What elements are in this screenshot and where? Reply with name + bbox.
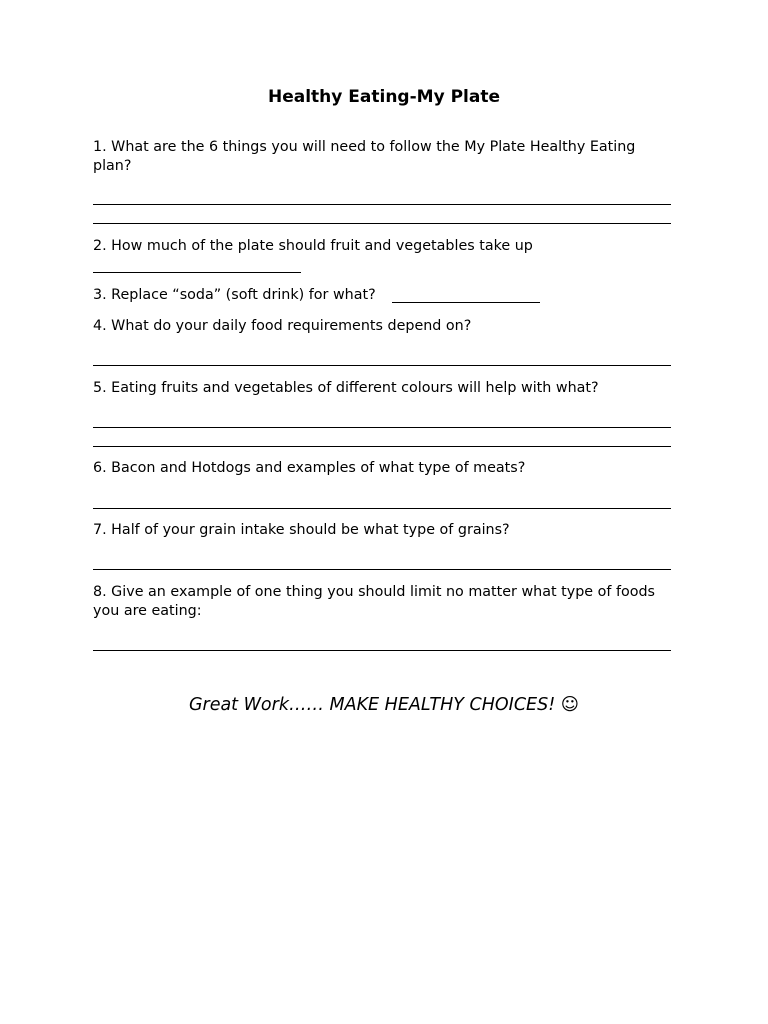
answer-line-4 [93, 365, 671, 366]
answer-line-3 [392, 302, 540, 303]
answer-line-8 [93, 650, 671, 651]
question-6: 6. Bacon and Hotdogs and examples of what type of meats? [93, 460, 526, 476]
answer-line-2 [93, 272, 301, 273]
question-2: 2. How much of the plate should fruit and vegetables take up [93, 238, 533, 254]
page-title: Healthy Eating-My Plate [268, 87, 500, 107]
question-3: 3. Replace “soda” (soft drink) for what? [93, 287, 376, 303]
question-8: 8. Give an example of one thing you should limit no matter what type of foods you are eating: [93, 584, 655, 619]
closing-message: Great Work…… MAKE HEALTHY CHOICES! ☺ [188, 695, 580, 715]
question-7: 7. Half of your grain intake should be what type of grains? [93, 522, 510, 538]
answer-line-1b [93, 223, 671, 224]
answer-line-7 [93, 569, 671, 570]
answer-line-1a [93, 204, 671, 205]
question-5: 5. Eating fruits and vegetables of different colours will help with what? [93, 380, 599, 396]
answer-line-5a [93, 427, 671, 428]
question-1: 1. What are the 6 things you will need to follow the My Plate Healthy Eating plan? [93, 139, 636, 174]
answer-line-6 [93, 508, 671, 509]
question-4: 4. What do your daily food requirements depend on? [93, 318, 472, 334]
answer-line-5b [93, 446, 671, 447]
